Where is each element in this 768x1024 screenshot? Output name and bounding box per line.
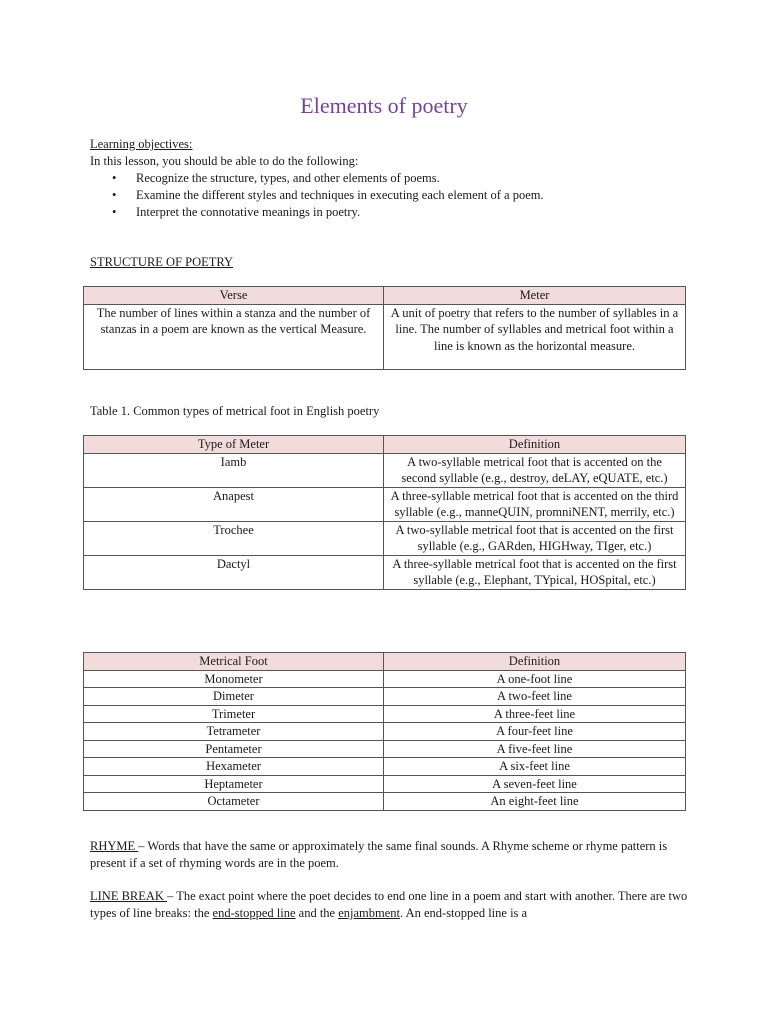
table-cell: Heptameter — [84, 775, 384, 793]
table-cell: A unit of poetry that refers to the number of syllables in a line. The number of syllables and metrical foot within a line is known as the horizontal measure. — [384, 304, 686, 369]
table-row — [84, 775, 686, 793]
column-header: Metrical Foot — [84, 653, 384, 671]
table-row — [84, 521, 686, 555]
rhyme-definition: – Words that have the same or approximately the same final sounds. A Rhyme scheme or rhyme pattern is present if a set of rhyming words are in the poem. — [90, 839, 668, 870]
table-header-row — [84, 287, 686, 305]
column-header: Meter — [384, 287, 686, 305]
table-cell: Iamb — [84, 453, 384, 487]
table-row — [84, 793, 686, 811]
line-break-term: LINE BREAK — [90, 889, 168, 903]
table-cell: A three-syllable metrical foot that is accented on the third syllable (e.g., manneQUIN, promniNENT, merrily, etc.) — [384, 487, 686, 521]
rhyme-paragraph — [90, 838, 690, 872]
table-row — [84, 453, 686, 487]
table-row — [84, 555, 686, 589]
structure-table — [83, 286, 686, 370]
table-row — [84, 670, 686, 688]
bullet-icon: • — [112, 188, 117, 202]
table-cell: A six-feet line — [384, 758, 686, 776]
objectives-intro: In this lesson, you should be able to do the following: — [90, 154, 359, 168]
table-cell: A one-foot line — [384, 670, 686, 688]
table-row — [84, 723, 686, 741]
table-cell: Trochee — [84, 521, 384, 555]
metrical-foot-types-table — [83, 435, 686, 590]
table-cell: Anapest — [84, 487, 384, 521]
column-header: Type of Meter — [84, 436, 384, 454]
table-cell: A two-feet line — [384, 688, 686, 706]
table-cell: The number of lines within a stanza and the number of stanzas in a poem are known as the vertical Measure. — [84, 304, 384, 369]
list-item: • Examine the different styles and techniques in executing each element of a poem. — [112, 188, 544, 202]
metrical-line-length-table — [83, 652, 686, 811]
table-cell: An eight-feet line — [384, 793, 686, 811]
table-cell: Tetrameter — [84, 723, 384, 741]
table-row — [84, 705, 686, 723]
table-cell: A three-syllable metrical foot that is accented on the first syllable (e.g., Elephant, TYpical, HOSpital, etc.) — [384, 555, 686, 589]
table-cell: Trimeter — [84, 705, 384, 723]
objectives-heading: Learning objectives: — [90, 137, 193, 151]
table-cell: Octameter — [84, 793, 384, 811]
list-item: • Recognize the structure, types, and other elements of poems. — [112, 171, 440, 185]
column-header: Definition — [384, 436, 686, 454]
table-cell: Hexameter — [84, 758, 384, 776]
rhyme-term: RHYME — [90, 839, 139, 853]
table1-caption: Table 1. Common types of metrical foot in English poetry — [90, 404, 380, 418]
table-cell: A two-syllable metrical foot that is accented on the second syllable (e.g., destroy, deLAY, eQUATE, etc.) — [384, 453, 686, 487]
table-header-row — [84, 436, 686, 454]
column-header: Definition — [384, 653, 686, 671]
end-stopped-line-term: end-stopped line — [212, 906, 296, 920]
table-row — [84, 740, 686, 758]
table-cell: A seven-feet line — [384, 775, 686, 793]
table-cell: Dactyl — [84, 555, 384, 589]
table-row — [84, 758, 686, 776]
table-cell: A four-feet line — [384, 723, 686, 741]
learning-objectives — [90, 136, 690, 221]
structure-heading: STRUCTURE OF POETRY — [90, 255, 234, 269]
table-row — [84, 304, 686, 369]
table-cell: A two-syllable metrical foot that is accented on the first syllable (e.g., GARden, HIGHway, TIger, etc.) — [384, 521, 686, 555]
table-cell: Dimeter — [84, 688, 384, 706]
table-cell: A three-feet line — [384, 705, 686, 723]
table-row — [84, 487, 686, 521]
bullet-icon: • — [112, 171, 117, 185]
page-title: Elements of poetry — [300, 93, 468, 118]
table-row — [84, 688, 686, 706]
table-cell: A five-feet line — [384, 740, 686, 758]
table-header-row — [84, 653, 686, 671]
line-break-paragraph: LINE BREAK – The exact point where the poet decides to end one line in a poem and start with another. There are two types of line breaks: the end-stopped line and the enjambment. An end-stopped line is a — [90, 889, 688, 920]
table-cell: Monometer — [84, 670, 384, 688]
list-item: • Interpret the connotative meanings in poetry. — [112, 205, 361, 219]
table-cell: Pentameter — [84, 740, 384, 758]
column-header: Verse — [84, 287, 384, 305]
bullet-icon: • — [112, 205, 117, 219]
enjambment-term: enjambment — [338, 906, 401, 920]
objectives-list — [90, 170, 690, 221]
